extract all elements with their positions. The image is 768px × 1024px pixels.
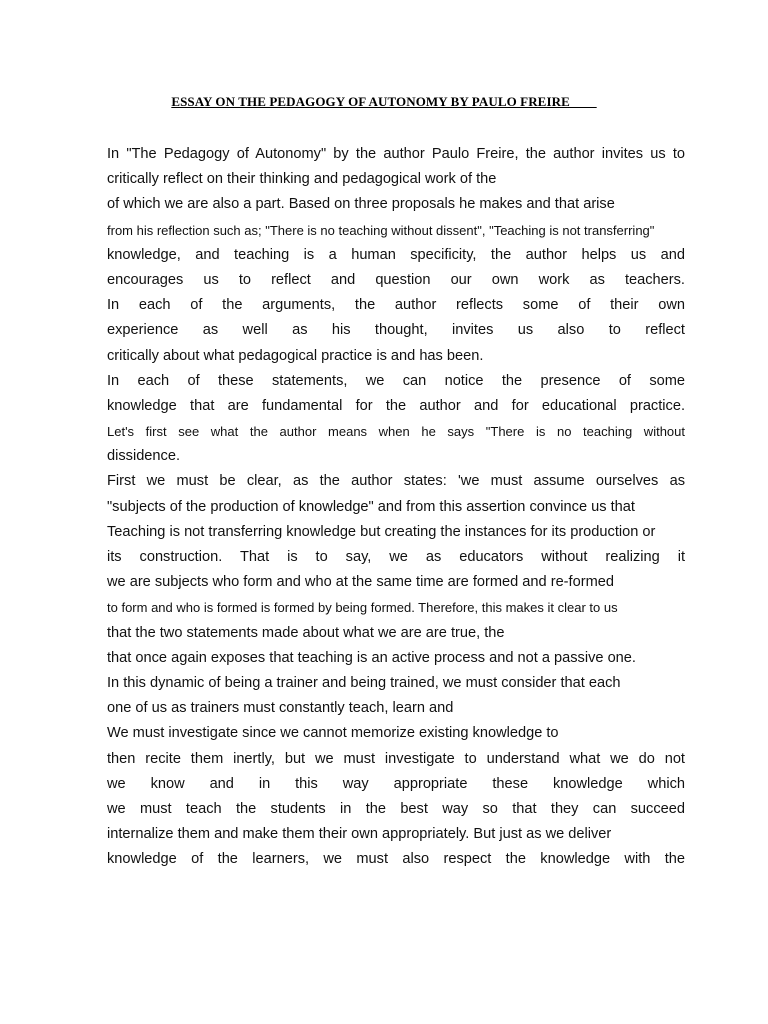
essay-title: ESSAY ON THE PEDAGOGY OF AUTONOMY BY PAULO FREIRE (171, 94, 597, 109)
text-line: knowledge of the learners, we must also respect the knowledge with the (107, 851, 685, 868)
text-line: In each of these statements, we can notice the presence of some (107, 372, 685, 389)
text-line: one of us as trainers must constantly teach, learn and (107, 700, 454, 717)
text-line: of which we are also a part. Based on three proposals he makes and that arise (107, 196, 615, 213)
text-line: that once again exposes that teaching is an active process and not a passive one. (107, 649, 636, 666)
text-line: knowledge that are fundamental for the author and for educational practice. (107, 397, 685, 414)
text-line: In each of the arguments, the author reflects some of their own (107, 297, 685, 314)
text-line: we must teach the students in the best way so that they can succeed (107, 800, 685, 817)
text-line: we know and in this way appropriate these knowledge which (107, 775, 685, 792)
text-line: that the two statements made about what we are are true, the (107, 624, 505, 641)
text-line: critically reflect on their thinking and pedagogical work of the (107, 171, 497, 188)
text-line: we are subjects who form and who at the same time are formed and re-formed (107, 574, 614, 591)
text-line: Teaching is not transferring knowledge but creating the instances for its production or (107, 523, 656, 540)
text-line: knowledge, and teaching is a human specificity, the author helps us and (107, 246, 685, 263)
essay-body (107, 142, 685, 872)
text-line: dissidence. (107, 448, 181, 465)
text-line: from his reflection such as; "There is no teaching without dissent", "Teaching is not transferring" (107, 222, 655, 238)
text-line: experience as well as his thought, invites us also to reflect (107, 322, 685, 339)
text-line: First we must be clear, as the author states: 'we must assume ourselves as (107, 473, 685, 490)
text-line: its construction. That is to say, we as educators without realizing it (107, 549, 685, 565)
text-line: In this dynamic of being a trainer and being trained, we must consider that each (107, 674, 621, 691)
text-line: to form and who is formed is formed by being formed. Therefore, this makes it clear to us (107, 600, 618, 616)
text-line: then recite them inertly, but we must investigate to understand what we do not (107, 750, 685, 767)
text-line: In "The Pedagogy of Autonomy" by the author Paulo Freire, the author invites us to (107, 146, 685, 162)
text-line: We must investigate since we cannot memorize existing knowledge to (107, 725, 559, 742)
text-line: encourages us to reflect and question our own work as teachers. (107, 271, 685, 288)
text-line: Let's first see what the author means when he says "There is no teaching without (107, 424, 685, 440)
text-line: internalize them and make them their own appropriately. But just as we deliver (107, 826, 612, 843)
text-line: critically about what pedagogical practice is and has been. (107, 347, 484, 364)
text-line: "subjects of the production of knowledge" and from this assertion convince us that (107, 498, 635, 515)
